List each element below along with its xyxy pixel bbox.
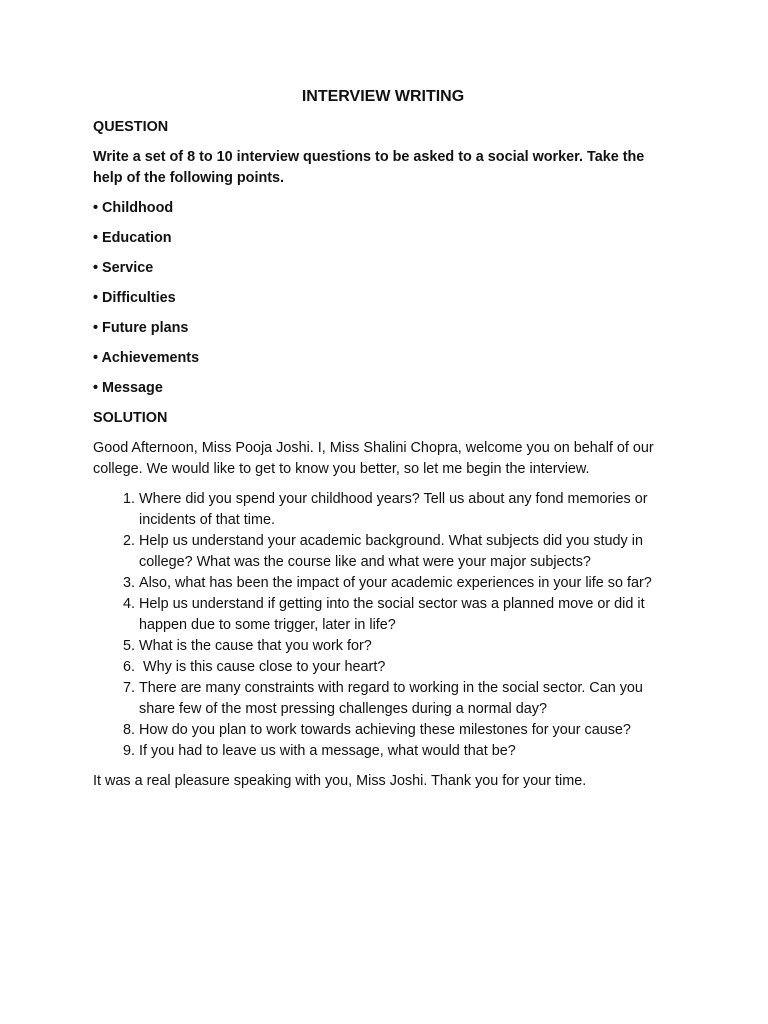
question-item: 6. Why is this cause close to your heart? (139, 657, 673, 678)
question-item: 2. Help us understand your academic background. What subjects did you study in college? What was the course like and what were your major subjects? (139, 531, 673, 573)
question-item: 3. Also, what has been the impact of your academic experiences in your life so far? (139, 573, 673, 594)
point-item: • Childhood (93, 200, 174, 216)
point-item: • Achievements (93, 350, 200, 366)
question-item: 9. If you had to leave us with a message, what would that be? (139, 741, 673, 762)
solution-intro: Good Afternoon, Miss Pooja Joshi. I, Miss Shalini Chopra, welcome you on behalf of our college. We would like to get to know you better, so let me begin the interview. (93, 440, 654, 477)
document-title: INTERVIEW WRITING (301, 88, 465, 105)
point-item: • Service (93, 260, 154, 276)
question-item: 8. How do you plan to work towards achieving these milestones for your cause? (139, 720, 673, 741)
question-item: 7. There are many constraints with regard to working in the social sector. Can you share few of the most pressing challenges during a normal day? (139, 678, 673, 720)
point-item: • Education (93, 230, 172, 246)
question-item: 4. Help us understand if getting into the social sector was a planned move or did it happen due to some trigger, later in life? (139, 594, 673, 636)
point-item: • Message (93, 380, 163, 396)
question-item: 5. What is the cause that you work for? (139, 636, 673, 657)
question-item: 1. Where did you spend your childhood years? Tell us about any fond memories or incidents of that time. (139, 489, 673, 531)
question-heading: QUESTION (93, 119, 169, 135)
document-page (93, 86, 673, 792)
points-list (93, 198, 673, 399)
question-prompt: Write a set of 8 to 10 interview questions to be asked to a social worker. Take the help of the following points. (93, 149, 645, 186)
point-item: • Future plans (93, 320, 189, 336)
closing-line: It was a real pleasure speaking with you, Miss Joshi. Thank you for your time. (93, 773, 587, 789)
questions-list (93, 489, 673, 762)
point-item: • Difficulties (93, 290, 176, 306)
solution-heading: SOLUTION (93, 410, 168, 426)
